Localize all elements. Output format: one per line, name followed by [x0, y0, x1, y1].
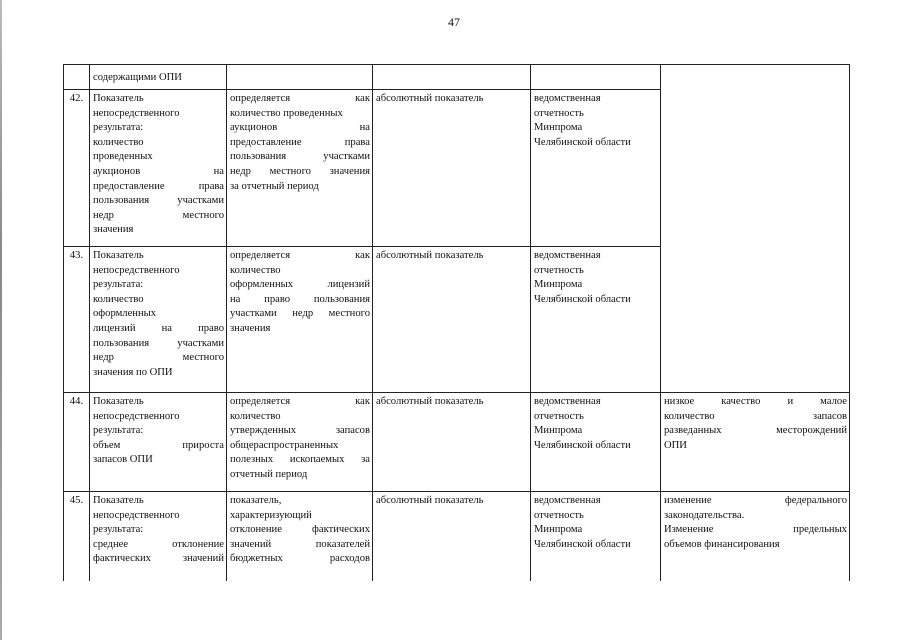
cell-text-line: Челябинской области: [534, 538, 631, 550]
cell-text-line: результата:: [93, 122, 144, 134]
cell-text-line: определяется как: [230, 93, 370, 104]
cell-text-line: аукционов на: [93, 165, 224, 177]
cell-text-line: Минпрома: [534, 524, 583, 536]
cell-text-line: недр местного значения: [230, 165, 370, 177]
cell-text-line: количество запасов: [664, 410, 847, 422]
cell-text-line: участками недр местного: [230, 308, 370, 320]
cell-text-line: разведанных месторождений: [664, 425, 847, 437]
cell-text-line: значений показателей: [230, 538, 370, 550]
cell-text-line: Челябинской области: [534, 136, 631, 148]
table-row: [64, 492, 850, 581]
cell-text-line: количество: [93, 136, 144, 148]
calculation-method: [227, 247, 373, 393]
data-source: [531, 393, 661, 492]
cell-text-line: низкое качество и малое: [664, 396, 847, 407]
table-row: [64, 393, 850, 492]
cell-text-line: Показатель: [93, 250, 144, 261]
indicator-name: [90, 90, 227, 247]
cell-text-line: предоставление права: [230, 136, 370, 148]
indicator-name: [90, 492, 227, 581]
cell-text-line: предоставление права: [93, 180, 224, 192]
row-number: 42.: [64, 90, 90, 247]
table-row-continuation: [64, 65, 850, 90]
cell-text-line: результата:: [93, 425, 144, 437]
cell-text-line: бюджетных расходов: [230, 553, 370, 565]
cell-text-line: за отчетный период: [230, 180, 319, 192]
cell-text-line: значения по ОПИ: [93, 366, 173, 378]
cell-text-line: аукционов на: [230, 122, 370, 134]
cell-text-line: отчетность: [534, 410, 584, 422]
cell-text-line: отчетный период: [230, 468, 308, 480]
cell-text-line: полезных ископаемых за: [230, 454, 370, 466]
data-source: [531, 90, 661, 247]
cell-text-line: на право пользования: [230, 293, 370, 305]
cell-text-line: запасов ОПИ: [93, 454, 153, 466]
cell-text-line: среднее отклонение: [93, 538, 224, 550]
cell-text-line: Челябинской области: [534, 439, 631, 451]
cell-text-line: Минпрома: [534, 122, 583, 134]
notes-cell-merged: [661, 65, 850, 393]
name-cell-continuation: содержащими ОПИ: [90, 65, 227, 90]
cell-text-line: отчетность: [534, 509, 584, 521]
cell-text-line: проведенных: [93, 151, 153, 163]
cell-text-line: объем прироста: [93, 439, 224, 451]
cell-text-line: законодательства.: [664, 509, 745, 521]
cell-text-line: непосредственного: [93, 410, 180, 422]
cell-text-line: Минпрома: [534, 279, 583, 291]
unit-type: абсолютный показатель: [373, 247, 531, 393]
cell-text-line: количество: [230, 264, 281, 276]
cell-text-line: количество: [93, 293, 144, 305]
cell-text-line: утвержденных запасов: [230, 425, 370, 437]
page-number: 47: [448, 15, 460, 29]
unit-type: абсолютный показатель: [373, 90, 531, 247]
cell-text-line: ведомственная: [534, 495, 601, 506]
cell-text-line: недр местного: [93, 352, 224, 364]
cell-text-line: недр местного: [93, 209, 224, 221]
cell-text-line: Показатель: [93, 396, 144, 407]
cell-text-line: характеризующий: [230, 509, 312, 521]
indicator-name: [90, 393, 227, 492]
cell-text-line: непосредственного: [93, 264, 180, 276]
risk-notes: [661, 393, 850, 492]
cell-text-line: ОПИ: [664, 439, 687, 451]
cell-text-line: отклонение фактических: [230, 524, 370, 536]
cell-text-line: ведомственная: [534, 93, 601, 104]
calculation-method: [227, 90, 373, 247]
cell-text-line: оформленных лицензий: [230, 279, 370, 291]
data-source: [531, 247, 661, 393]
cell-text-line: отчетность: [534, 107, 584, 119]
row-number: 45.: [64, 492, 90, 581]
risk-notes: [661, 492, 850, 581]
cell-text-line: объемов финансирования: [664, 538, 780, 550]
cell-text-line: отчетность: [534, 264, 584, 276]
cell-text-line: показатель,: [230, 495, 282, 506]
cell-text-line: количество проведенных: [230, 107, 343, 119]
cell-text-line: пользования участками: [230, 151, 370, 163]
cell-text-line: Показатель: [93, 495, 144, 506]
cell-text-line: значения: [93, 224, 134, 236]
cell-text-line: результата:: [93, 279, 144, 291]
cell-text-line: пользования участками: [93, 195, 224, 207]
cell-text-line: значения: [230, 322, 271, 334]
calculation-method: [227, 393, 373, 492]
cell-text-line: оформленных: [93, 308, 157, 320]
row-number: 44.: [64, 393, 90, 492]
cell-text-line: лицензий на право: [93, 322, 224, 334]
cell-text-line: Изменение предельных: [664, 524, 847, 536]
cell-text-line: непосредственного: [93, 107, 180, 119]
cell-text-line: непосредственного: [93, 509, 180, 521]
cell-text-line: Показатель: [93, 93, 144, 104]
cell-text-line: результата:: [93, 524, 144, 536]
cell-text-line: общераспространенных: [230, 439, 339, 451]
unit-type: абсолютный показатель: [373, 393, 531, 492]
cell-text-line: определяется как: [230, 250, 370, 261]
cell-text-line: ведомственная: [534, 396, 601, 407]
row-number: 43.: [64, 247, 90, 393]
cell-text-line: Минпрома: [534, 425, 583, 437]
indicator-name: [90, 247, 227, 393]
cell-text-line: ведомственная: [534, 250, 601, 261]
cell-text-line: Челябинской области: [534, 293, 631, 305]
page-edge-shadow: [0, 0, 2, 640]
cell-text-line: изменение федерального: [664, 495, 847, 506]
cell-text-line: определяется как: [230, 396, 370, 407]
cell-text-line: количество: [230, 410, 281, 422]
indicators-table: [63, 64, 850, 581]
cell-text-line: пользования участками: [93, 337, 224, 349]
calculation-method: [227, 492, 373, 581]
data-source: [531, 492, 661, 581]
cell-text-line: фактических значений: [93, 553, 224, 565]
unit-type: абсолютный показатель: [373, 492, 531, 581]
